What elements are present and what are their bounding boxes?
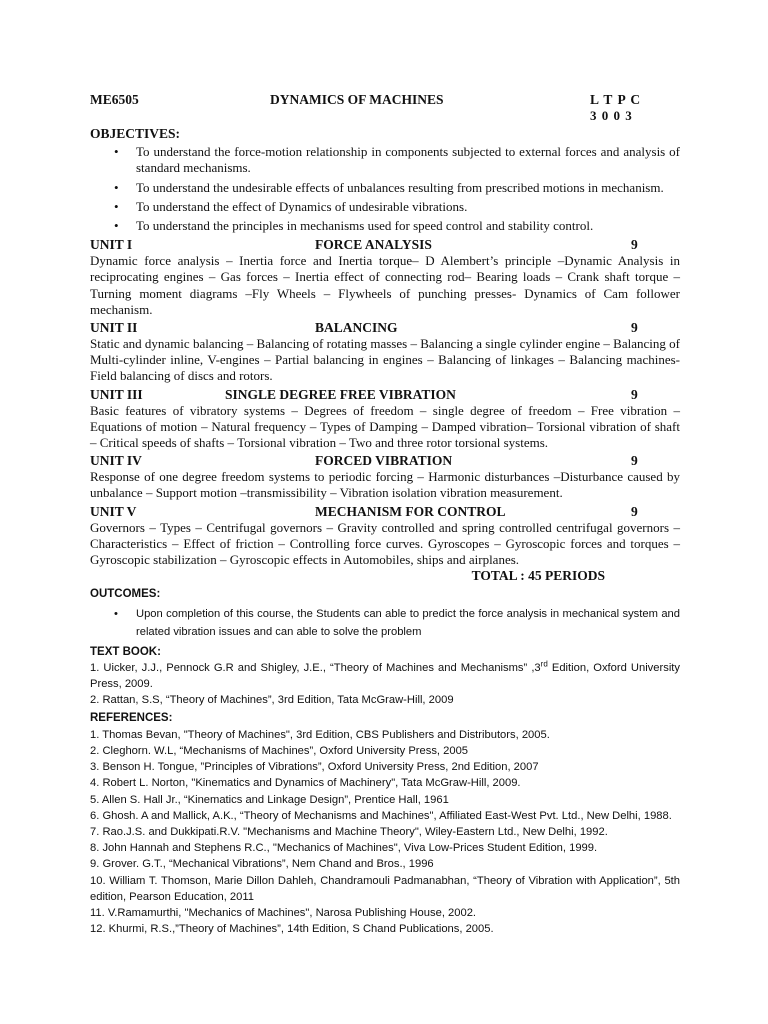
list-item: • To understand the force-motion relationship in components subjected to external forces and analysis of standard mechanisms.: [136, 144, 680, 176]
unit-content: Static and dynamic balancing – Balancing of rotating masses – Balancing a single cylinder engine – Balancing of Multi-cylinder inline, V-engines – Partial balancing in engines – Balancing of linkages – Balancing machines-Field balancing of discs and rotors.: [90, 336, 680, 384]
list-item: • To understand the principles in mechanisms used for speed control and stability control.: [136, 218, 680, 234]
textbook-heading: TEXT BOOK:: [90, 645, 161, 658]
unit-name: UNIT IV: [90, 453, 142, 469]
unit-content: Governors – Types – Centrifugal governors – Gravity controlled and spring controlled centrifugal governors – Characteristics – Effect of friction – Controlling force curves. Gyroscopes – Gyroscopic forces and torques – Gyroscopic stabilization – Gyroscopic effects in Automobiles, ships and airplanes.: [90, 519, 680, 568]
ltpc-row: [90, 108, 680, 124]
objectives-heading: OBJECTIVES:: [90, 126, 181, 141]
reference-item: 7. Rao.J.S. and Dukkipati.R.V. "Mechanisms and Machine Theory", Wiley-Eastern Ltd., New Delhi, 1992.: [90, 825, 608, 838]
ltpc-label: L T P C: [590, 92, 642, 107]
reference-item: 5. Allen S. Hall Jr., “Kinematics and Linkage Design”, Prentice Hall, 1961: [90, 793, 449, 806]
unit-title: FORCED VIBRATION: [315, 453, 453, 469]
unit-content: Basic features of vibratory systems – Degrees of freedom – single degree of freedom – Free vibration – Equations of motion – Natural frequency – Types of Damping – Damped vibration– Torsional vibration of shaft – Critical speeds of shafts – Torsional vibration – Two and three rotor torsional systems.: [90, 402, 680, 451]
unit-hours: 9: [631, 453, 638, 469]
reference-item: 9. Grover. G.T., “Mechanical Vibrations”, Nem Chand and Bros., 1996: [90, 858, 434, 871]
unit-hours: 9: [631, 386, 638, 402]
textbook-item: [90, 660, 680, 692]
textbook-item-superscript: rd: [540, 659, 548, 669]
unit-hours: 9: [631, 237, 638, 253]
textbook-item-text: 1. Uicker, J.J., Pennock G.R and Shigley, J.E., “Theory of Machines and Mechanisms” ,3: [90, 661, 541, 674]
unit-content: Dynamic force analysis – Inertia force and Inertia torque– D Alembert’s principle –Dynamic Analysis in reciprocating engines – Gas forces – Inertia effect of connecting rod– Bearing loads – Crank shaft torque – Turning moment diagrams –Fly Wheels – Flywheels of punching presses- Dynamics of Cam follower mechanism.: [90, 253, 680, 317]
reference-item: 12. Khurmi, R.S.,”Theory of Machines”, 14th Edition, S Chand Publications, 2005.: [90, 923, 494, 936]
course-code: ME6505: [90, 92, 139, 107]
unit-content: Response of one degree freedom systems to periodic forcing – Harmonic disturbances –Disturbance caused by unbalance – Support motion –transmissibility – Vibration isolation vibration measurement.: [90, 469, 680, 501]
unit-title: MECHANISM FOR CONTROL: [315, 503, 506, 519]
list-item: • Upon completion of this course, the Students can able to predict the force analysis in mechanical system and related vibration issues and can able to solve the problem: [136, 605, 680, 641]
reference-item: 4. Robert L. Norton, "Kinematics and Dynamics of Machinery", Tata McGraw-Hill, 2009.: [90, 777, 521, 790]
outcomes-section: [90, 586, 680, 937]
unit-name: UNIT I: [90, 237, 133, 253]
reference-item: 2. Cleghorn. W.L, “Mechanisms of Machines”, Oxford University Press, 2005: [90, 744, 469, 757]
reference-item: 6. Ghosh. A and Mallick, A.K., “Theory of Mechanisms and Machines", Affiliated East-West Pvt. Ltd., New Delhi, 1988.: [90, 809, 672, 822]
textbook-item: 2. Rattan, S.S, “Theory of Machines”, 3rd Edition, Tata McGraw-Hill, 2009: [90, 694, 454, 707]
unit-title: SINGLE DEGREE FREE VIBRATION: [225, 386, 456, 402]
reference-item: 1. Thomas Bevan, "Theory of Machines", 3rd Edition, CBS Publishers and Distributors, 2005.: [90, 728, 550, 741]
course-title: DYNAMICS OF MACHINES: [270, 92, 444, 107]
list-item: • To understand the effect of Dynamics of undesirable vibrations.: [136, 199, 680, 215]
unit-heading: [90, 504, 680, 520]
list-item: • To understand the undesirable effects of unbalances resulting from prescribed motions in mechanism.: [136, 180, 680, 196]
course-header: [90, 92, 680, 108]
unit-title: BALANCING: [315, 320, 398, 336]
reference-item: 11. V.Ramamurthi, "Mechanics of Machines", Narosa Publishing House, 2002.: [90, 906, 477, 919]
references-heading: REFERENCES:: [90, 712, 173, 725]
unit-hours: 9: [631, 320, 638, 336]
unit-heading: [90, 320, 680, 336]
unit-name: UNIT II: [90, 320, 138, 336]
ltpc-values: 3 0 0 3: [590, 108, 633, 123]
unit-heading: [90, 237, 680, 253]
reference-item: 10. William T. Thomson, Marie Dillon Dahleh, Chandramouli Padmanabhan, “Theory of Vibration with Application”, 5th edition, Pearson Education, 2011: [90, 874, 680, 903]
unit-name: UNIT III: [90, 386, 143, 402]
objectives-list: [90, 144, 680, 234]
reference-item: 8. John Hannah and Stephens R.C., "Mechanics of Machines", Viva Low-Prices Student Edition, 1999.: [90, 842, 598, 855]
textbook-item-text: Edition, Oxford University Press, 2009.: [90, 661, 681, 691]
reference-item: 3. Benson H. Tongue, ”Principles of Vibrations”, Oxford University Press, 2nd Edition, 2007: [90, 761, 539, 774]
total-periods: TOTAL : 45 PERIODS: [471, 568, 605, 584]
unit-name: UNIT V: [90, 503, 137, 519]
unit-title: FORCE ANALYSIS: [315, 237, 432, 253]
unit-heading: [90, 387, 680, 403]
unit-hours: 9: [631, 503, 638, 519]
unit-heading: [90, 453, 680, 469]
outcomes-list: [90, 605, 680, 641]
outcomes-heading: OUTCOMES:: [90, 588, 161, 601]
